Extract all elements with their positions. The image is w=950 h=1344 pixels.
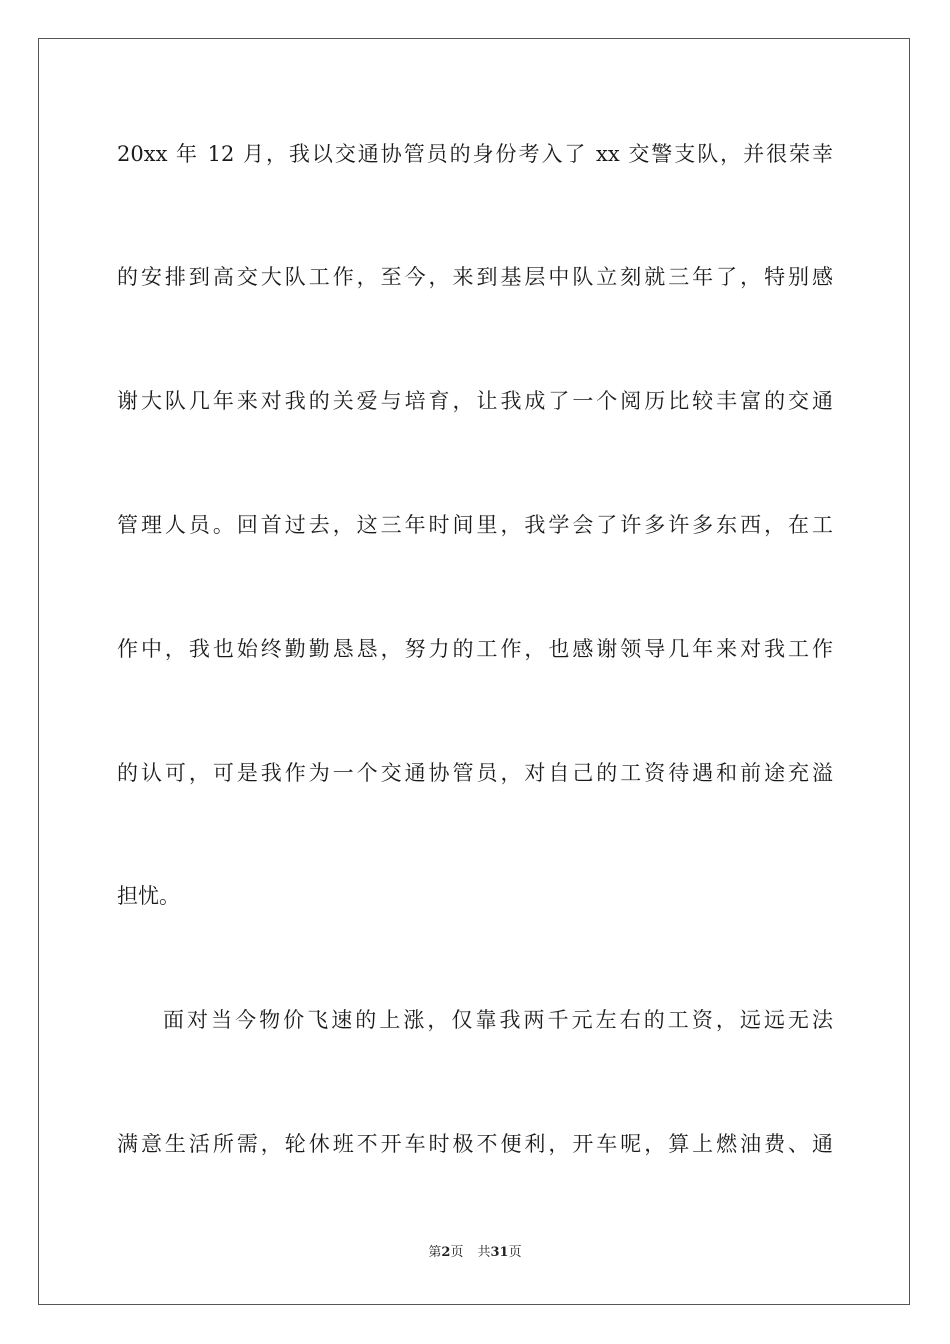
page-footer — [0, 1243, 950, 1263]
text-line: 管理人员。回首过去，这三年时间里，我学会了许多许多东西，在工 — [117, 513, 833, 537]
paragraph-first-line: 面对当今物价飞速的上涨，仅靠我两千元左右的工资，远远无法 — [163, 1008, 833, 1032]
page-suffix: 页 — [450, 1245, 464, 1260]
total-pages: 31 — [490, 1245, 509, 1260]
total-prefix: 共 — [477, 1245, 491, 1260]
text-line: 作中，我也始终勤勤恳恳，努力的工作，也感谢领导几年来对我工作 — [117, 637, 833, 661]
text-line: 20xx 年 12 月，我以交通协管员的身份考入了 xx 交警支队，并很荣幸 — [117, 142, 833, 166]
text-line: 谢大队几年来对我的关爱与培育，让我成了一个阅历比较丰富的交通 — [117, 389, 833, 413]
text-line: 担忧。 — [117, 884, 180, 908]
text-line: 的认可，可是我作为一个交通协管员，对自己的工资待遇和前途充溢 — [117, 761, 833, 785]
text-line: 的安排到高交大队工作，至今，来到基层中队立刻就三年了，特别感 — [117, 265, 833, 289]
text-line: 满意生活所需，轮休班不开车时极不便利，开车呢，算上燃油费、通 — [117, 1132, 833, 1156]
total-suffix: 页 — [508, 1245, 522, 1260]
page-prefix: 第 — [428, 1245, 442, 1260]
page-border — [38, 38, 910, 1305]
page-number: 2 — [441, 1245, 451, 1260]
